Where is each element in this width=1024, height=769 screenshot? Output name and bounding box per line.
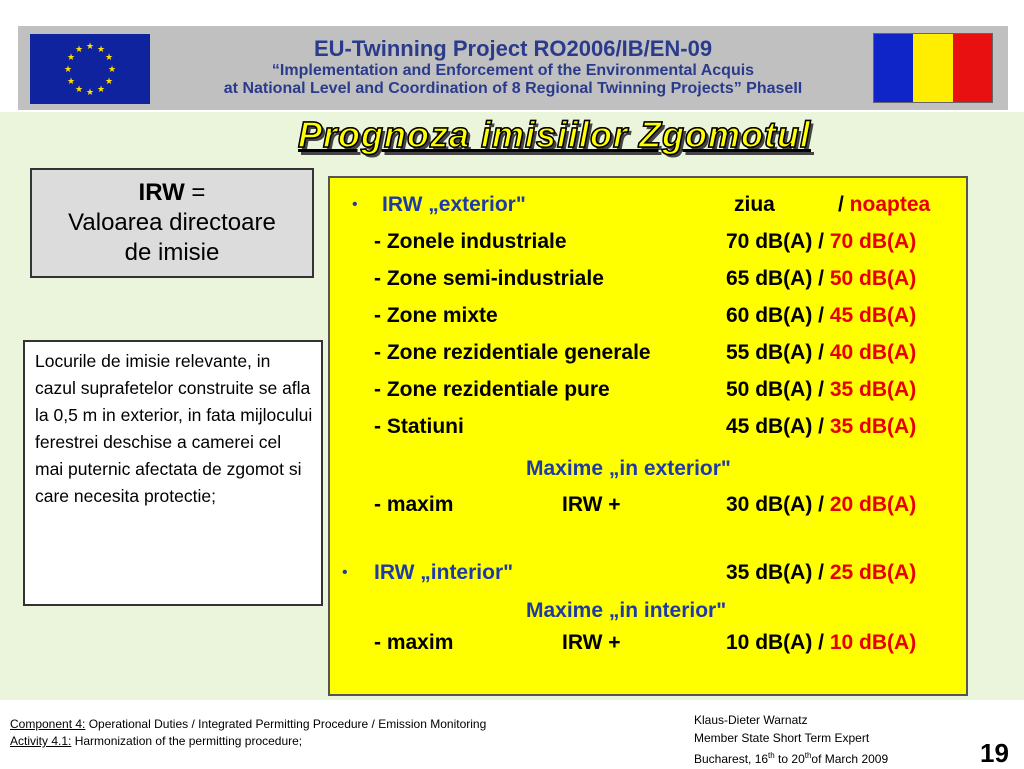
row-night-semi: 50 dB(A) [829, 267, 917, 290]
footer-left [10, 716, 486, 750]
bullet-icon: • [342, 564, 348, 581]
svg-text:★: ★ [85, 42, 95, 52]
row-night-resorts: 35 dB(A) [829, 415, 917, 438]
row-label-residential-general: - Zone rezidentiale generale [374, 341, 651, 364]
row-day-semi-text: 65 dB(A) [726, 267, 813, 290]
row-label-mixed: - Zone mixte [374, 304, 498, 327]
slide-header [18, 26, 1008, 110]
bullet-icon: • [352, 196, 358, 213]
row-night-respure: 35 dB(A) [829, 378, 917, 401]
slide-title: Prognoza imisiilor Zgomotul [298, 114, 811, 155]
project-subtitle-2: at National Level and Coordination of 8 Regional Twinning Projects” PhaseII [223, 80, 803, 97]
footer-role: Member State Short Term Expert [694, 731, 870, 745]
svg-text:★: ★ [104, 77, 114, 87]
row-sep-resgen: / [812, 341, 830, 364]
row-day-residential-pure [726, 377, 916, 403]
row-day-resorts [726, 414, 916, 440]
row-day-residential-general [726, 340, 916, 366]
row-sep-resorts: / [812, 415, 830, 438]
row-night-industrial: 70 dB(A) [829, 230, 917, 253]
row-sep-mixed: / [812, 304, 830, 327]
row-day-industrial [726, 229, 916, 255]
project-title: EU-Twinning Project RO2006/IB/EN-09 [313, 36, 713, 61]
imission-note-text: Locurile de imisie relevante, in cazul suprafetelor construite se afla la 0,5 m in exterior, in fata mijlocului ferestrei deschise a camerei cel mai puternic afectata de zgomot si care necesita protectie; [35, 351, 313, 506]
irw-def-line2: de imisie [124, 239, 220, 266]
ext-header-night-text: noaptea [849, 193, 931, 216]
irw-def-line1: Valoarea directoare [68, 209, 276, 236]
svg-text:★: ★ [96, 45, 106, 55]
max-ext-irw: IRW + [562, 493, 621, 516]
max-int-values [726, 630, 916, 656]
irw-label: IRW [138, 179, 185, 206]
project-subtitle-1: “Implementation and Enforcement of the Environmental Acquis [271, 62, 755, 79]
svg-text:★: ★ [104, 53, 114, 63]
max-ext-day: 30 dB(A) [726, 493, 813, 516]
max-int-night: 10 dB(A) [829, 631, 917, 654]
footer-author: Klaus-Dieter Warnatz [694, 713, 808, 727]
svg-text:★: ★ [66, 53, 76, 63]
noise-limits-box [328, 176, 968, 696]
interior-sep: / [812, 561, 830, 584]
footer-date-end: of March 2009 [811, 752, 889, 766]
max-int-irw: IRW + [562, 631, 621, 654]
max-ext-values [726, 492, 916, 518]
footer-activity-text: Harmonization of the permitting procedure; [71, 734, 303, 748]
svg-text:★: ★ [66, 77, 76, 87]
max-int-label: - maxim [374, 631, 454, 654]
footer-component [10, 716, 486, 733]
footer-date [694, 747, 888, 768]
max-exterior-title: Maxime „in exterior" [526, 457, 731, 480]
footer-component-label: Component 4: [10, 717, 86, 731]
row-night-resgen: 40 dB(A) [829, 341, 917, 364]
row-sep-respure: / [812, 378, 830, 401]
row-label-semi-industrial: - Zone semi-industriale [374, 267, 604, 290]
footer-sup1: th [768, 751, 775, 760]
row-day-resgen-text: 55 dB(A) [726, 341, 813, 364]
max-int-day: 10 dB(A) [726, 631, 813, 654]
interior-day: 35 dB(A) [726, 561, 813, 584]
footer-sup2: th [804, 751, 812, 760]
imission-note-box [23, 340, 323, 606]
page-number: 19 [980, 738, 1009, 768]
row-label-resorts: - Statiuni [374, 415, 464, 438]
footer-right [694, 711, 888, 768]
row-label-industrial: - Zonele industriale [374, 230, 567, 253]
svg-text:★: ★ [74, 45, 84, 55]
ext-header-night [838, 192, 930, 218]
row-day-mixed [726, 303, 916, 329]
irw-definition-box [30, 168, 314, 278]
ext-header-sep: / [838, 193, 850, 216]
row-sep-semi: / [812, 267, 830, 290]
max-ext-night: 20 dB(A) [829, 493, 917, 516]
interior-label: IRW „interior" [374, 561, 514, 584]
footer-date-mid: to 20 [774, 752, 805, 766]
row-night-mixed: 45 dB(A) [829, 304, 917, 327]
footer-component-text: Operational Duties / Integrated Permitting Procedure / Emission Monitoring [85, 717, 487, 731]
row-day-semi-industrial [726, 266, 916, 292]
row-day-respure-text: 50 dB(A) [726, 378, 813, 401]
row-sep-industrial: / [812, 230, 830, 253]
row-day-mixed-text: 60 dB(A) [726, 304, 813, 327]
svg-text:★: ★ [96, 85, 106, 95]
ext-header-day: ziua [734, 193, 775, 216]
svg-text:★: ★ [63, 65, 73, 75]
interior-values [726, 560, 916, 586]
max-ext-sep: / [812, 493, 830, 516]
max-ext-label: - maxim [374, 493, 454, 516]
footer-date-start: Bucharest, 16 [694, 752, 769, 766]
row-label-residential-pure: - Zone rezidentiale pure [374, 378, 610, 401]
svg-text:★: ★ [74, 85, 84, 95]
footer-activity [10, 733, 486, 750]
footer-activity-label: Activity 4.1: [10, 734, 72, 748]
row-day-industrial-text: 70 dB(A) [726, 230, 813, 253]
interior-night: 25 dB(A) [829, 561, 917, 584]
max-int-sep: / [812, 631, 830, 654]
ext-header-label: IRW „exterior" [382, 193, 526, 216]
svg-text:★: ★ [107, 65, 117, 75]
irw-eq: = [184, 179, 206, 206]
svg-text:★: ★ [85, 88, 95, 98]
row-day-resorts-text: 45 dB(A) [726, 415, 813, 438]
max-interior-title: Maxime „in interior" [526, 599, 727, 622]
romania-flag-icon [873, 33, 993, 103]
